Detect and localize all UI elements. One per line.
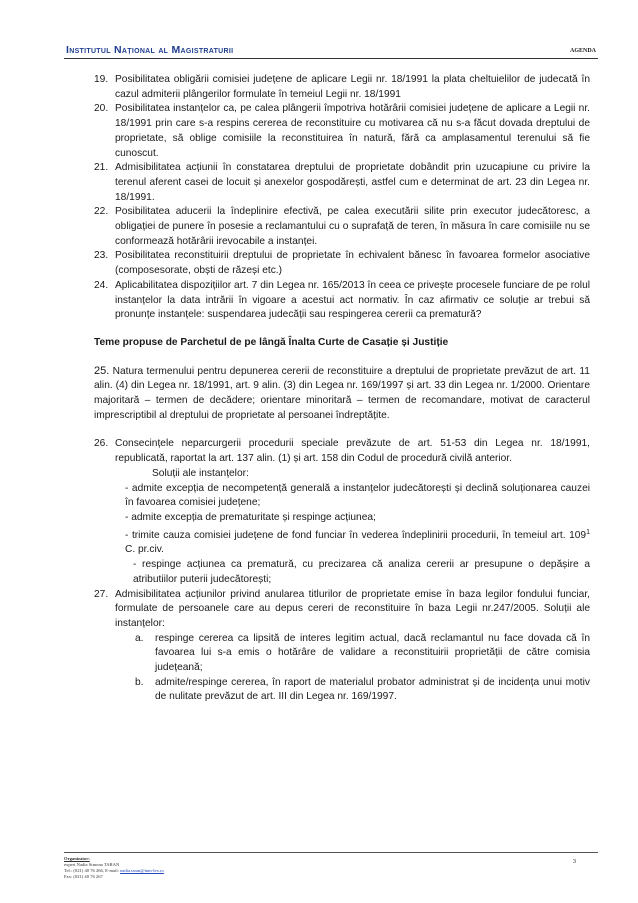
organizer-expert: expert Nadia Simona TARAN <box>64 862 120 867</box>
list-item <box>94 161 590 205</box>
item-number: 21. <box>94 162 109 174</box>
footer-organizer <box>64 856 164 880</box>
solution-line: - admite excepția de necompetență generală a instanțelor judecătorești și declină soluționarea cauzei în favoarea comisiei județene; <box>125 482 590 509</box>
list-item <box>94 249 590 278</box>
list-item <box>94 279 590 323</box>
topics-list <box>94 73 590 323</box>
footer-divider <box>64 852 598 853</box>
agenda-label: AGENDA <box>569 48 596 54</box>
sub-text: admite/respinge cererea, în raport de materialul probator administrat și de incidența unui motiv de nulitate prevăzut de art. III din Legea nr. 169/1997. <box>155 676 590 703</box>
item-text: Posibilitatea aducerii la îndeplinire efectivă, pe calea executării silite prin executor judecătoresc, a obligației de punere în posesie a reclamantului cu o suprafață de teren, în măsura în care comisiile nu se conformează hotărârii irevocabile a instanței. <box>115 206 590 247</box>
page-number: 3 <box>572 858 576 865</box>
item-number: 24. <box>94 279 109 291</box>
list-item <box>94 102 590 161</box>
item-text: Posibilitatea obligării comisiei județene de aplicare Legii nr. 18/1991 la plata cheltuielilor de judecată în cazul admiterii plângerilor formulate în temeiul Legii nr. 18/1991 <box>115 74 590 100</box>
item-number: 22. <box>94 206 109 218</box>
list-item <box>94 437 590 466</box>
item-number: 20. <box>94 103 109 115</box>
item-number: 23. <box>94 250 109 262</box>
list-item <box>94 73 590 102</box>
solution-line: - respinge acțiunea ca prematură, cu precizarea că analiza cererii ar presupune o depășire a atributiilor puterii judecătorești; <box>133 559 590 585</box>
solution-text: - trimite cauza comisiei județene de fond funciar în vederea îndeplinirii procedurii, în temeiul art. 109 <box>125 529 587 541</box>
topic-25 <box>94 364 590 424</box>
sub-letter: a. <box>135 632 144 644</box>
sub-item-a <box>135 632 590 676</box>
sub-letter: b. <box>135 676 144 688</box>
topic-26 <box>94 437 590 587</box>
solution-line: - admite excepția de prematuritate și respinge acțiunea; <box>125 511 376 523</box>
item-text: Admisibilitatea acțiunilor privind anularea titlurilor de proprietate emise în baza legilor fondului funciar, formulate de persoanele care au depus cereri de reconstituire în baza Legii nr.247/2005. Soluții ale instanțelor: <box>115 588 590 629</box>
item-number: 27. <box>94 588 109 600</box>
solutions-block <box>125 467 590 588</box>
organizer-label: Organizator: <box>64 856 90 861</box>
sub-item-b <box>135 676 590 705</box>
superscript: 1 <box>586 528 590 536</box>
solution-text-end: C. pr.civ. <box>125 544 164 556</box>
item-text: Consecințele neparcurgerii procedurii speciale prevăzute de art. 51-53 din Legea nr. 18/1991, republicată, raportat la art. 137 alin. (1) și art. 158 din Codul de procedură civilă anterior. <box>115 438 590 465</box>
item-text: Aplicabilitatea dispozițiilor art. 7 din Legea nr. 165/2013 în ceea ce privește procesele funciare de pe rolul instanțelor la data intrării în vigoare a acestui act normativ. În caz afirmativ ce soluție ar trebui să pronunțe instanțele: suspendarea judecății sau respingerea cererii ca prematură? <box>115 279 590 321</box>
item-number: 26. <box>94 438 109 450</box>
solution-line <box>125 526 590 558</box>
organizer-fax: Fax: (021) 40 76 267 <box>64 874 103 879</box>
email-link[interactable]: nadia.taran@inm-lex.ro <box>120 868 164 873</box>
item-text: Posibilitatea instanțelor ca, pe calea plângerii împotriva hotărârii comisiei județene de aplicare a Legii nr. 18/1991 prin care s-a respins cererea de reconstituire cu motivarea că nu s-a făcut dovada dreptului de proprietate, să oblige comisiile la reconstituirea în natură, fără ca amplasamentul terenului să fie cunoscut. <box>115 103 590 159</box>
sub-text: respinge cererea ca lipsită de interes legitim actual, dacă reclamantul nu face dovada că în favoarea lui s-a emis o hotărâre de validare a reconstituirii proprietății de către comisia județeană; <box>155 632 590 674</box>
institution-title: Institutul Național al Magistraturii <box>66 44 234 56</box>
solutions-title: Soluții ale instanțelor: <box>152 467 249 479</box>
item-text: Admisibilitatea acțiunii în constatarea dreptului de proprietate dobândit prin uzucapiune cu privire la terenul aferent casei de locuit și anexelor gospodărești, astfel cum e determinat de art. 23 din Legea nr. 18/1991. <box>115 162 590 203</box>
item-number: 19. <box>94 74 109 85</box>
topic-27 <box>94 588 590 706</box>
item-text: Posibilitatea reconstituirii dreptului de proprietate în echivalent bănesc în favoarea formelor asociative (composesorate, obști de răzeși etc.) <box>115 250 590 277</box>
list-item <box>94 588 590 632</box>
tel-text: Tel.: (021) 40 76 266, E-mail: <box>64 868 119 873</box>
item-text: Natura termenului pentru depunerea cererii de reconstituire a dreptului de proprietate prevăzut de art. 11 alin. (4) din Legea nr. 18/1991, art. 9 alin. (3) din Legea nr. 169/1997 și art. 33 din Legea nr. 1/2000. Orientare majoritară – termen de decădere; orientare minoritară – termen de recomandare, motivat de caracterul imprescriptibil al dreptului de proprietate al persoanei îndreptățite. <box>94 365 590 421</box>
document-body <box>94 73 590 705</box>
header-divider <box>64 58 598 59</box>
item-number: 25. <box>94 364 110 377</box>
section-heading: Teme propuse de Parchetul de pe lângă Înalta Curte de Casație și Justiție <box>94 336 449 348</box>
list-item <box>94 205 590 249</box>
